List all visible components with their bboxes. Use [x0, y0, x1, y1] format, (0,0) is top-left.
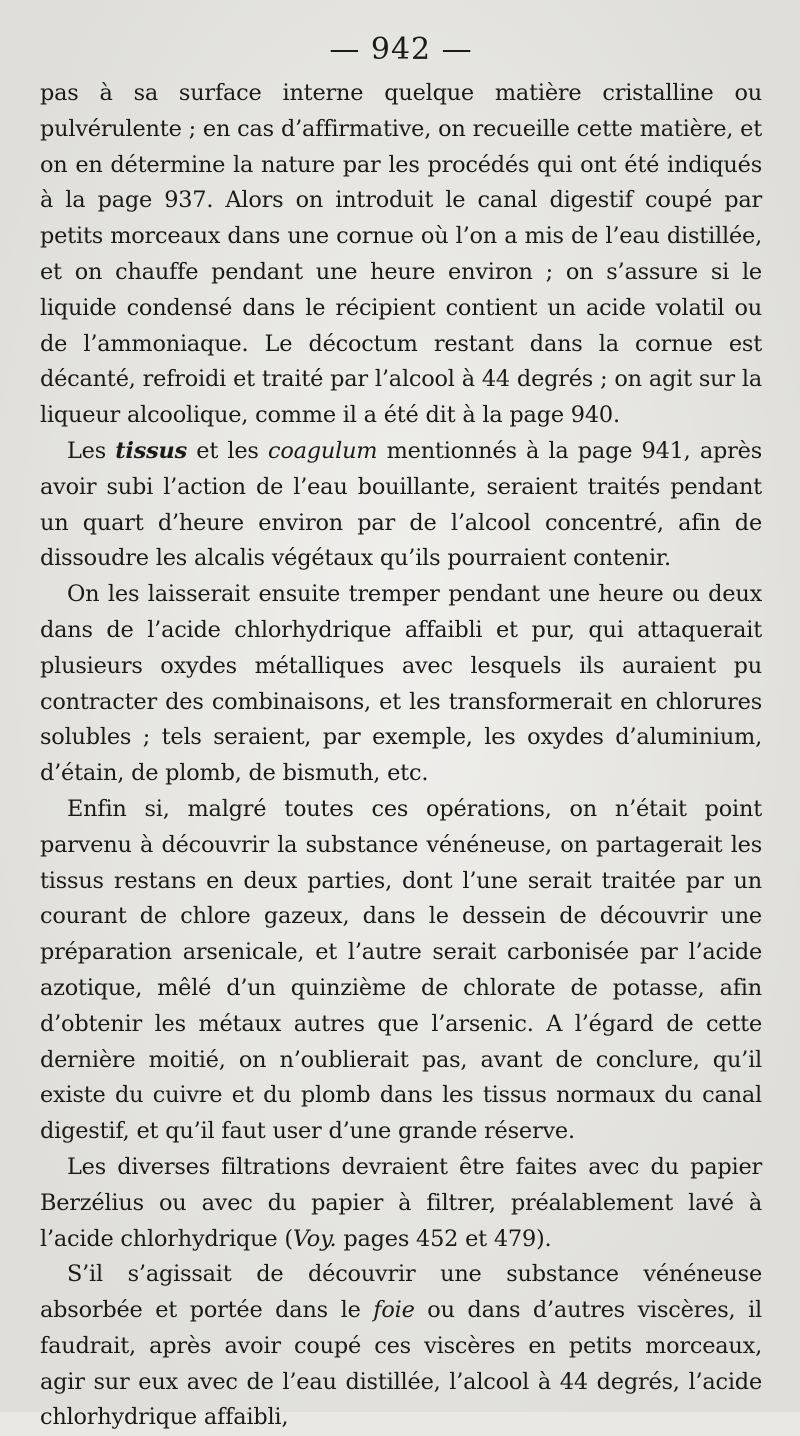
emphasis-foie: foie: [373, 1297, 415, 1324]
paragraph-2: [40, 434, 762, 577]
emphasis-tissus: tissus: [115, 437, 188, 464]
page-number: — 942 —: [329, 32, 473, 67]
text-segment: ou dans d’autres viscères, il faudrait, après avoir coupé ces viscères en petits morceaux, agir sur eux avec de l’eau distillée, l’alcool à 44 degrés, l’acide chlorhydrique affaibli,: [40, 1297, 762, 1431]
paragraph-6: [40, 1257, 762, 1436]
emphasis-voy: Voy.: [292, 1225, 337, 1252]
text-segment: On les laisserait ensuite tremper pendant une heure ou deux dans de l’acide chlorhydrique affaibli et pur, qui attaquerait plusieurs oxydes métalliques avec lesquels ils auraient pu contracter des combinaisons, et les transformerait en chlorures solubles ; tels seraient, par exemple, les oxydes d’aluminium, d’étain, de plomb, de bismuth, etc.: [40, 581, 762, 787]
body-text: [40, 76, 762, 1436]
paragraph-5: [40, 1150, 762, 1257]
text-segment: et les: [187, 437, 268, 464]
paragraph-1: [40, 76, 762, 434]
text-segment: mentionnés à la page 941, après avoir subi l’action de l’eau bouillante, seraient traités pendant un quart d’heure environ par de l’alcool concentré, afin de dissoudre les alcalis végétaux qu’ils pourraient contenir.: [40, 437, 762, 572]
paragraph-4: [40, 792, 762, 1150]
text-segment: Les: [67, 437, 116, 464]
emphasis-coagulum: coagulum: [268, 437, 378, 464]
text-segment: S’il s’agissait de découvrir une substance vénéneuse absorbée et portée dans le: [40, 1261, 762, 1324]
text-segment: Les diverses filtrations devraient être faites avec du papier Berzélius ou avec du papier à filtrer, préalablement lavé à l’acide chlorhydrique (: [40, 1153, 762, 1252]
text-segment: pas à sa surface interne quelque matière cristalline ou pulvérulente ; en cas d’affirmative, on recueille cette matière, et on en détermine la nature par les procédés qui ont été indiqués à la page 937. Alors on introduit le canal digestif coupé par petits morceaux dans une cornue où l’on a mis de l’eau distillée, et on chauffe pendant une heure environ ; on s’assure si le liquide condensé dans le récipient contient un acide volatil ou de l’ammoniaque. Le décoctum restant dans la cornue est décanté, refroidi et traité par l’alcool à 44 degrés ; on agit sur la liqueur alcoolique, comme il a été dit à la page 940.: [40, 80, 762, 429]
text-segment: pages 452 et 479).: [336, 1225, 552, 1252]
text-segment: Enfin si, malgré toutes ces opérations, on n’était point parvenu à découvrir la substance vénéneuse, on partagerait les tissus restans en deux parties, dont l’une serait traitée par un courant de chlore gazeux, dans le dessein de découvrir une préparation arsenicale, et l’autre serait carbonisée par l’acide azotique, mêlé d’un quinzième de chlorate de potasse, afin d’obtenir les métaux autres que l’arsenic. A l’égard de cette dernière moitié, on n’oublierait pas, avant de conclure, qu’il existe du cuivre et du plomb dans les tissus normaux du canal digestif, et qu’il faut user d’une grande réserve.: [40, 795, 762, 1145]
paragraph-3: [40, 577, 762, 792]
